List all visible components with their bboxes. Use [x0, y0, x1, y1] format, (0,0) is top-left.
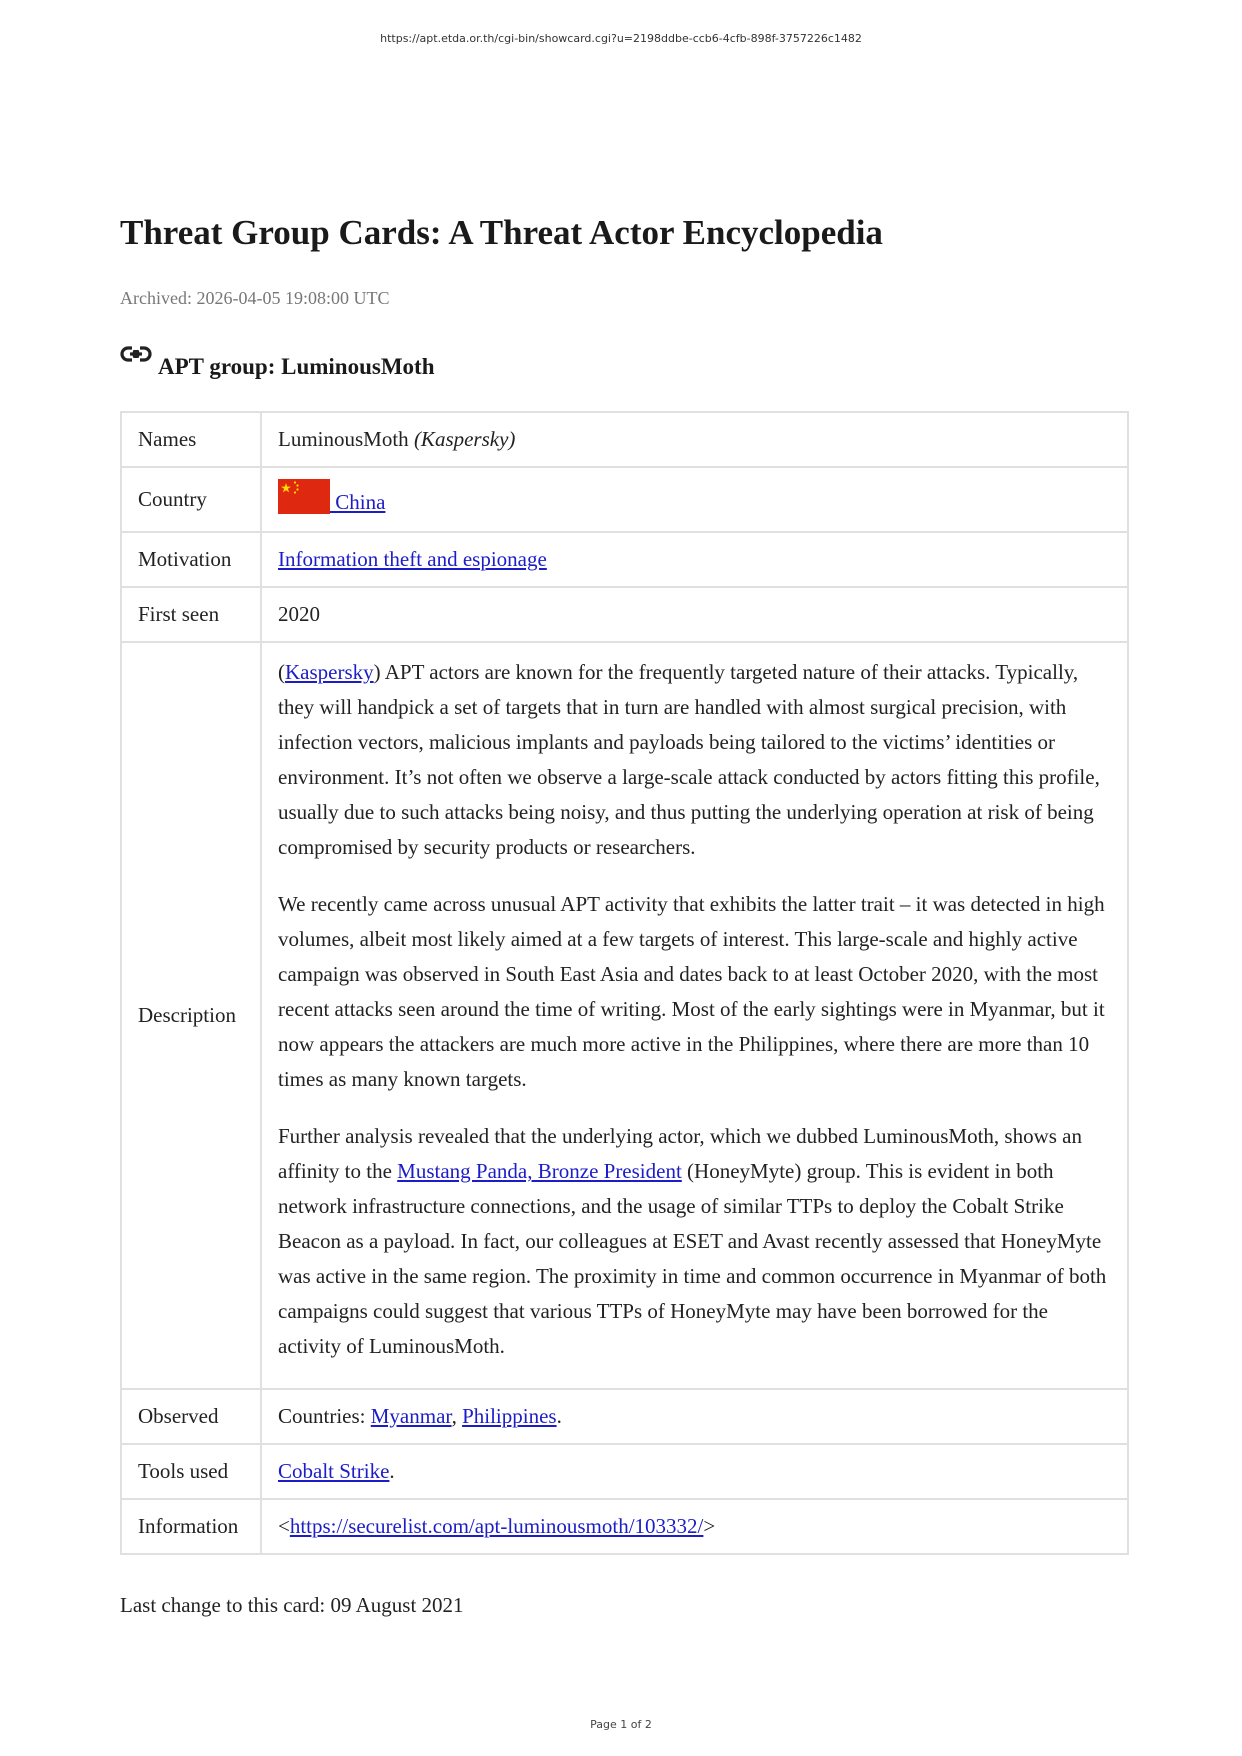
- link-icon[interactable]: [120, 344, 154, 366]
- name-source: (Kaspersky): [413, 427, 516, 451]
- label-names: Names: [121, 412, 261, 467]
- description-paragraph-2: We recently came across unusual APT activity that exhibits the latter trait – it was detected in high volumes, albeit most likely aimed at a few targets of interest. This large-scale and highly active campaign was observed in South East Asia and dates back to at least October 2020, with the most recent attacks seen around the time of writing. Most of the early sightings were in Myanmar, but it now appears the attackers are much more active in the Philippines, where there are more than 10 times as many known targets.: [278, 892, 1105, 1091]
- label-first-seen: First seen: [121, 587, 261, 642]
- group-heading: [120, 346, 435, 380]
- header-url: https://apt.etda.or.th/cgi-bin/showcard.cgi?u=2198ddbe-ccb6-4cfb-898f-3757226c1482: [380, 32, 862, 45]
- last-change: Last change to this card: 09 August 2021: [120, 1593, 464, 1617]
- information-url-link[interactable]: https://securelist.com/apt-luminousmoth/103332/: [289, 1514, 704, 1538]
- mustang-panda-link[interactable]: Mustang Panda, Bronze President: [397, 1159, 682, 1183]
- label-motivation: Motivation: [121, 532, 261, 587]
- archived-timestamp: Archived: 2026-04-05 19:08:00 UTC: [120, 288, 390, 308]
- row-country: [121, 467, 1128, 532]
- tool-link-cobalt-strike[interactable]: Cobalt Strike: [278, 1459, 390, 1483]
- tools-suffix: .: [389, 1459, 395, 1483]
- value-first-seen: 2020: [261, 587, 1128, 642]
- observed-suffix: .: [556, 1404, 562, 1428]
- description-text-3a: Further analysis revealed that the underlying actor, which we dubbed LuminousMoth, shows an affinity to the: [278, 1124, 1082, 1183]
- page-title: Threat Group Cards: A Threat Actor Encyclopedia: [120, 213, 883, 252]
- row-description: [121, 642, 1128, 1389]
- label-description: Description: [121, 642, 261, 1389]
- value-tools-used: [261, 1444, 1128, 1499]
- description-paragraph-3: [278, 1119, 1111, 1364]
- country-name: China: [330, 490, 386, 514]
- country-link-philippines[interactable]: Philippines: [462, 1404, 557, 1428]
- value-description: [261, 642, 1128, 1389]
- row-first-seen: [121, 587, 1128, 642]
- angle-close: >: [703, 1514, 716, 1538]
- row-tools-used: [121, 1444, 1128, 1499]
- label-information: Information: [121, 1499, 261, 1554]
- row-motivation: [121, 532, 1128, 587]
- country-link-myanmar[interactable]: Myanmar: [370, 1404, 452, 1428]
- row-observed: [121, 1389, 1128, 1444]
- paren-open: (: [278, 660, 285, 684]
- value-observed: [261, 1389, 1128, 1444]
- page-number: Page 1 of 2: [590, 1718, 652, 1731]
- label-tools-used: Tools used: [121, 1444, 261, 1499]
- group-title: APT group: LuminousMoth: [158, 354, 435, 379]
- description-text-1: ) APT actors are known for the frequently targeted nature of their attacks. Typically, they will handpick a set of targets that in turn are handled with almost surgical precision, with infection vectors, malicious implants and payloads being tailored to the victims’ identities or environment. It’s not often we observe a large-scale attack conducted by actors fitting this profile, usually due to such attacks being noisy, and thus putting the underlying operation at risk of being compromised by security products or researchers.: [278, 660, 1100, 859]
- value-information: [261, 1499, 1128, 1554]
- angle-open: <: [278, 1514, 290, 1538]
- value-country: [261, 467, 1128, 532]
- label-observed: Observed: [121, 1389, 261, 1444]
- observed-separator: ,: [451, 1404, 463, 1428]
- country-link[interactable]: [278, 490, 385, 514]
- value-motivation: [261, 532, 1128, 587]
- description-text-3b: (HoneyMyte) group. This is evident in both network infrastructure connections, and the usage of similar TTPs to deploy the Cobalt Strike Beacon as a payload. In fact, our colleagues at ESET and Avast recently assessed that HoneyMyte was active in the same region. The proximity in time and common occurrence in Myanmar of both campaigns could suggest that various TTPs of HoneyMyte may have been borrowed for the activity of LuminousMoth.: [278, 1159, 1107, 1358]
- motivation-link[interactable]: Information theft and espionage: [278, 547, 547, 571]
- kaspersky-link[interactable]: Kaspersky: [285, 660, 374, 684]
- group-name: LuminousMoth: [278, 427, 409, 451]
- china-flag-icon: [278, 479, 330, 514]
- description-paragraph-1: [278, 655, 1111, 865]
- observed-prefix: Countries:: [278, 1404, 371, 1428]
- value-names: [261, 412, 1128, 467]
- row-names: [121, 412, 1128, 467]
- label-country: Country: [121, 467, 261, 532]
- group-card-table: [120, 411, 1129, 1555]
- row-information: [121, 1499, 1128, 1554]
